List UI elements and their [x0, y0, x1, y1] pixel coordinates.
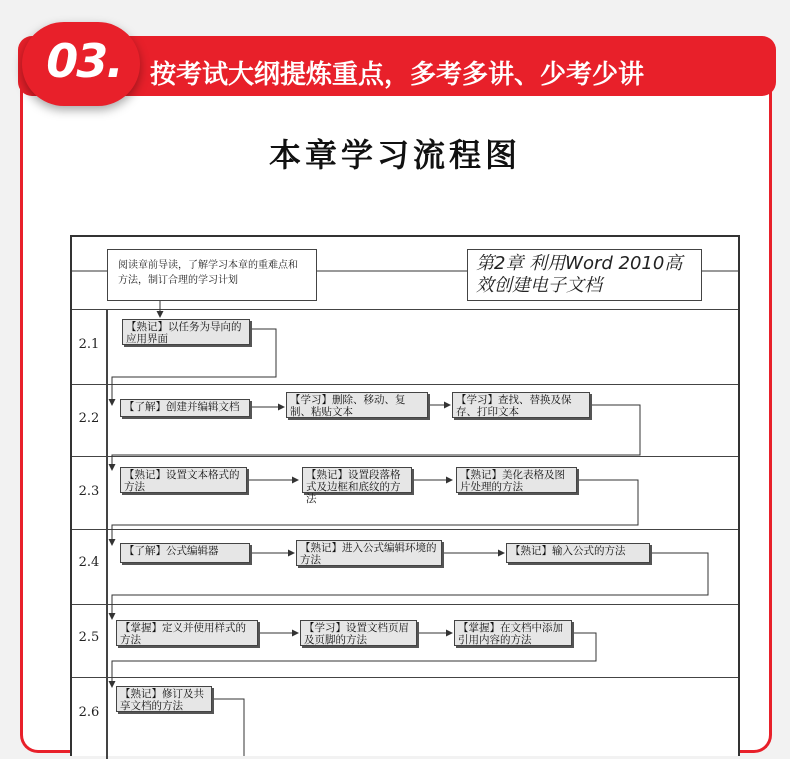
row-label-2-2: 2.2: [78, 411, 100, 426]
step-2-2-1: 【了解】创建并编辑文档: [120, 399, 250, 417]
page-title: 本章学习流程图: [268, 136, 521, 174]
step-2-6-1: 【熟记】修订及共享文档的方法: [116, 686, 212, 712]
row-label-2-4: 2.4: [78, 555, 100, 570]
row-label-2-3: 2.3: [78, 484, 100, 499]
chapter-title-box: 第2章 利用Word 2010高效创建电子文档: [467, 249, 702, 301]
row-label-2-6: 2.6: [78, 705, 100, 720]
step-2-3-1: 【熟记】设置文本格式的方法: [120, 467, 247, 493]
banner-headline: 按考试大纲提炼重点，多考多讲、少考少讲: [150, 60, 645, 90]
step-2-4-1: 【了解】公式编辑器: [120, 543, 250, 563]
section-number: 03.: [46, 34, 122, 88]
intro-box: 阅读章前导读，了解学习本章的重难点和方法，制订合理的学习计划: [107, 249, 317, 301]
flow-connectors: [72, 237, 738, 756]
step-2-5-3: 【掌握】在文档中添加引用内容的方法: [454, 620, 572, 646]
step-2-5-1: 【掌握】定义并使用样式的方法: [116, 620, 258, 646]
flowchart: [70, 235, 740, 756]
step-2-3-2: 【熟记】设置段落格式及边框和底纹的方法: [302, 467, 412, 493]
row-label-2-1: 2.1: [78, 337, 100, 352]
step-2-1-1: 【熟记】以任务为导向的应用界面: [122, 319, 250, 345]
step-2-4-2: 【熟记】进入公式编辑环境的方法: [296, 540, 442, 566]
row-label-2-5: 2.5: [78, 630, 100, 645]
step-2-2-3: 【学习】查找、替换及保存、打印文本: [452, 392, 590, 418]
step-2-2-2: 【学习】删除、移动、复制、粘贴文本: [286, 392, 428, 418]
step-2-5-2: 【学习】设置文档页眉及页脚的方法: [300, 620, 417, 646]
step-2-4-3: 【熟记】输入公式的方法: [506, 543, 650, 563]
step-2-3-3: 【熟记】美化表格及图片处理的方法: [456, 467, 577, 493]
